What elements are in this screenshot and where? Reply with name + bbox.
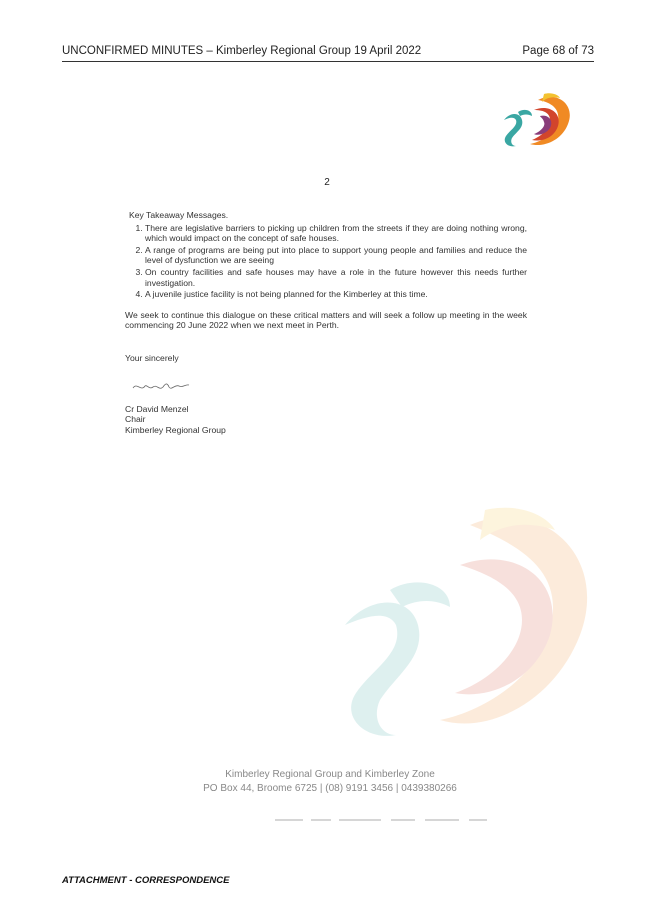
signer-role: Chair	[125, 414, 146, 425]
footer-org-name: Kimberley Regional Group and Kimberley Zone	[225, 769, 435, 780]
page-header	[62, 45, 594, 62]
signature-image	[131, 378, 527, 398]
closing-salutation: Your sincerely	[125, 352, 179, 363]
letter-page-number: 2	[324, 177, 330, 188]
header-title: UNCONFIRMED MINUTES – Kimberley Regional Group 19 April 2022	[62, 45, 422, 57]
footer-contact: PO Box 44, Broome 6725 | (08) 9191 3456 | 0439380266	[203, 783, 457, 794]
follow-up-paragraph: We seek to continue this dialogue on these critical matters and will seek a follow up meeting in the week commencing 20 June 2022 when we next meet in Perth.	[125, 309, 527, 331]
takeaway-heading: Key Takeaway Messages.	[129, 210, 229, 220]
attachment-label: ATTACHMENT - CORRESPONDENCE	[62, 875, 230, 886]
takeaway-item: 3. On country facilities and safe houses may have a role in the future however this needs further investigation.	[145, 267, 527, 288]
takeaway-item: 2. A range of programs are being put into place to support young people and families and reduce the level of dysfunction we are seeing	[145, 245, 527, 266]
signer-organisation: Kimberley Regional Group	[125, 424, 226, 435]
letterhead-footer	[180, 768, 480, 796]
logo-watermark	[330, 505, 600, 745]
takeaway-item: 1. There are legislative barriers to picking up children from the streets if they are doing nothing wrong, which would impact on the concept of safe houses.	[145, 223, 527, 244]
kimberley-logo	[498, 90, 576, 154]
takeaway-item: 4. A juvenile justice facility is not being planned for the Kimberley at this time.	[145, 289, 527, 300]
faint-footer-text	[275, 818, 505, 822]
takeaway-list	[125, 223, 527, 300]
letter-body	[125, 210, 527, 435]
signer-name: Cr David Menzel	[125, 403, 189, 414]
header-page-number: Page 68 of 73	[522, 45, 594, 57]
signature-scribble	[131, 378, 191, 396]
